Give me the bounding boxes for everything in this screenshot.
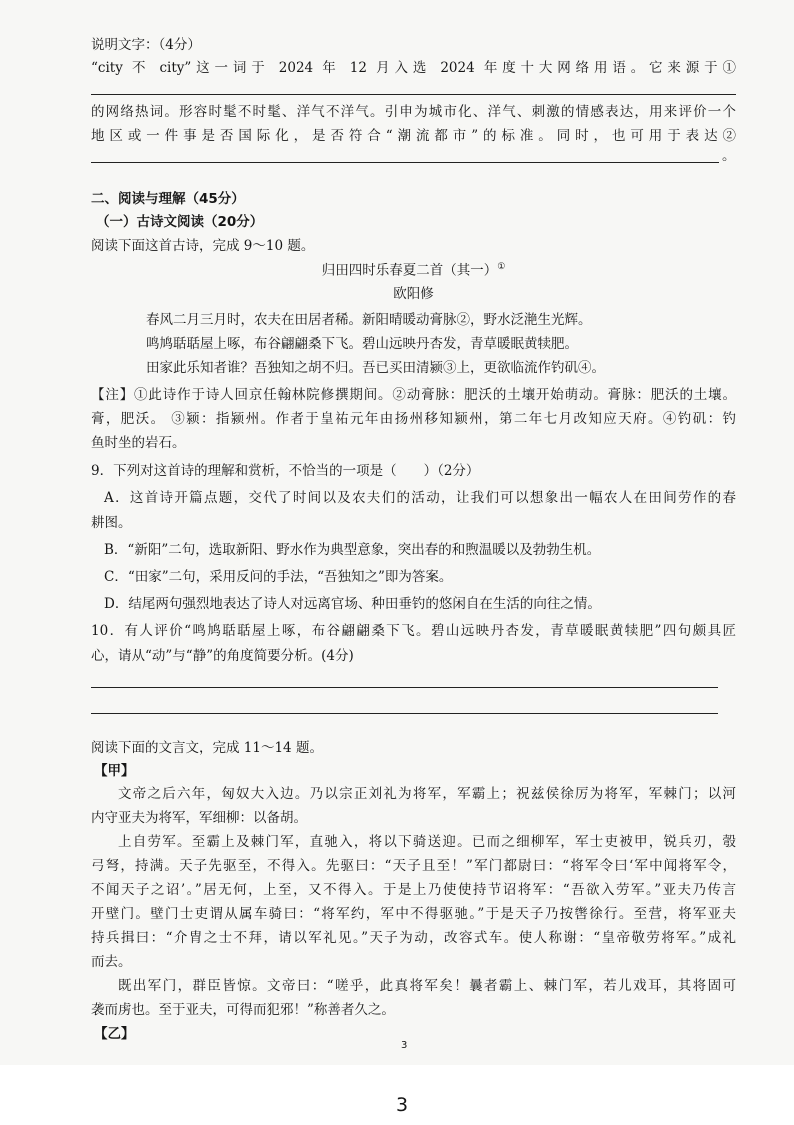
poem-line-1: 春风二月三月时，农夫在田居者稀。新阳晴暖动膏脉②，野水泛滟生光辉。 [146, 312, 592, 328]
fill-line-3 [91, 128, 736, 145]
classical-line-4: 弓弩，持满。天子先驱至，不得入。先驱曰：“天子且至！”军门都尉曰：“将军令曰‘军中闻将军令， [91, 858, 736, 874]
q9-option-d[interactable]: D．结尾两句强烈地表达了诗人对远离官场、种田垂钓的悠闲自在生活的向往之情。 [104, 596, 601, 612]
fill-heading: 说明文字：（4分） [91, 37, 201, 53]
section2-subtitle: （一）古诗文阅读（20分） [96, 214, 264, 230]
q10-answer-line-2[interactable] [91, 713, 718, 714]
q9-stem: 9．下列对这首诗的理解和赏析，不恰当的一项是（ ）（2分） [91, 463, 480, 479]
classical-line-10: 袭而虏也。至于亚夫，可得而犯邪！”称善者久之。 [91, 1002, 395, 1018]
poem-title-footnote: ① [497, 262, 506, 272]
classical-line-6: 开壁门。壁门士吏谓从属车骑曰：“将军约，军中不得驱驰。”于是天子乃按辔徐行。至营，将军亚夫 [91, 906, 736, 922]
poem-title-text: 归田四时乐春夏二首（其一） [321, 262, 498, 279]
page-number-small: 3 [401, 1040, 408, 1051]
poem-note-3: 鱼时坐的岩石。 [91, 435, 186, 451]
q10-stem-1: 10．有人评价“鸣鸠聒聒屋上啄，布谷翩翩桑下飞。碧山远映丹杏发，青草暖眠黄犊肥”四句颇具匠 [91, 623, 736, 639]
poem-note-1: 【注】①此诗作于诗人回京任翰林院修撰期间。②动膏脉：肥沃的土壤开始萌动。膏脉：肥沃的土壤。 [91, 387, 736, 403]
answer-blank-1[interactable] [91, 94, 736, 95]
classical-line-7: 持兵揖曰：“介胄之士不拜，请以军礼见。”天子为动，改容式车。使人称谢：“皇帝敬劳将军。”成礼 [91, 930, 736, 946]
q9-option-b[interactable]: B．“新阳”二句，选取新阳、野水作为典型意象，突出春的和煦温暖以及勃勃生机。 [104, 542, 601, 558]
classical-line-3: 上自劳军。至霸上及棘门军，直驰入，将以下骑送迎。已而之细柳军，军士吏被甲，锐兵刃，彀 [118, 834, 736, 850]
fill-line-3-end: 。 [722, 148, 736, 164]
answer-blank-2[interactable] [91, 162, 719, 163]
poem-author: 欧阳修 [393, 286, 434, 302]
q10-answer-line-1[interactable] [91, 687, 718, 688]
section2-title: 二、阅读与理解（45分） [91, 191, 245, 207]
poem-line-3: 田家此乐知者谁？吾独知之胡不归。吾已买田清颍③上，更欲临流作钓矶④。 [146, 360, 605, 376]
classical-line-2: 内守亚夫为将军，军细柳：以备胡。 [91, 810, 307, 826]
q9-option-a[interactable]: A．这首诗开篇点题，交代了时间以及农夫们的活动，让我们可以想象出一幅农人在田间劳作的春 [104, 490, 736, 506]
poem-title [91, 262, 736, 279]
classical-line-8: 而去。 [91, 954, 132, 970]
q10-stem-2: 心，请从“动”与“静”的角度简要分析。(4分) [91, 648, 354, 664]
q9-option-c[interactable]: C．“田家”二句，采用反问的手法，“吾独知之”即为答案。 [104, 569, 453, 585]
label-jia: 【甲】 [94, 763, 135, 779]
classical-line-1: 文帝之后六年，匈奴大入边。乃以宗正刘礼为将军，军霸上；祝兹侯徐厉为将军，军棘门；以河 [118, 786, 736, 802]
page-number-large: 3 [396, 1094, 409, 1116]
poem-instruction: 阅读下面这首古诗，完成 9～10 题。 [91, 238, 315, 254]
q9-option-a-cont: 耕图。 [91, 515, 132, 531]
classical-instruction: 阅读下面的文言文，完成 11～14 题。 [91, 740, 323, 756]
classical-line-9: 既出军门，群臣皆惊。文帝曰：“嗟乎，此真将军矣！曩者霸上、棘门军，若儿戏耳，其将固可 [118, 978, 736, 994]
fill-line-3-text: 地区或一件事是否国际化，是否符合“潮流都市”的标准。同时，也可用于表达② [91, 128, 736, 144]
fill-line-2: 的网络热词。形容时髦不时髦、洋气不洋气。引申为城市化、洋气、刺激的情感表达，用来评价一个 [91, 104, 736, 120]
poem-note-2: 膏，肥沃。 ③颍：指颍州。作者于皇祐元年由扬州移知颍州，第二年七月改知应天府。④钓矶：钓 [91, 411, 736, 427]
poem-line-2: 鸣鸠聒聒屋上啄，布谷翩翩桑下飞。碧山远映丹杏发，青草暖眠黄犊肥。 [146, 336, 578, 352]
fill-line-1: “city 不 city”这一词于 2024 年 12 月入选 2024 年度十大网络用语。它来源于① [91, 60, 736, 76]
classical-line-5: 不闻天子之诏’。”居无何，上至，又不得入。于是上乃使使持节诏将军：“吾欲入劳军。”亚夫乃传言 [91, 882, 736, 898]
label-yi: 【乙】 [94, 1026, 135, 1042]
